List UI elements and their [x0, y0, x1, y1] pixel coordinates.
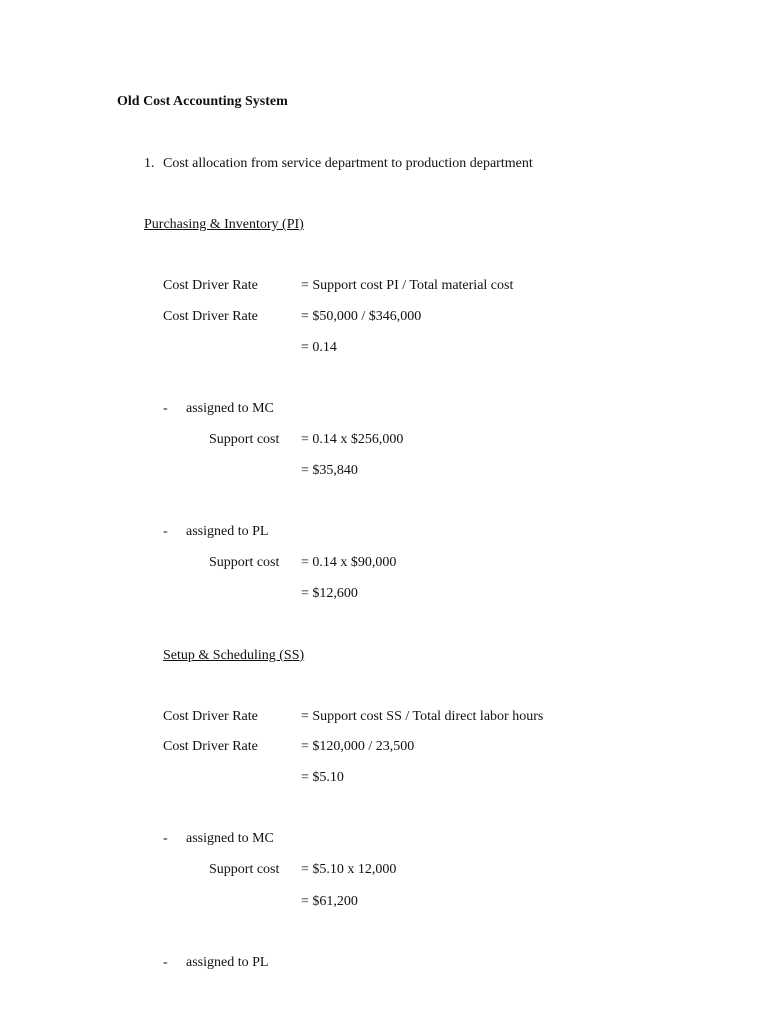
- bullet-dash: -: [163, 955, 168, 970]
- pi-pl-support-result: = $12,600: [301, 586, 358, 601]
- bullet-dash: -: [163, 524, 168, 539]
- ss-rate-calculation: = $120,000 / 23,500: [301, 739, 415, 754]
- pi-pl-support-calculation: = 0.14 x $90,000: [301, 555, 397, 570]
- pi-pl-support-label: Support cost: [209, 555, 280, 570]
- pi-mc-assignment-label: assigned to MC: [186, 401, 274, 416]
- pi-rate-result: = 0.14: [301, 340, 337, 355]
- bullet-dash: -: [163, 401, 168, 416]
- bullet-dash: -: [163, 831, 168, 846]
- ss-rate-label: Cost Driver Rate: [163, 739, 258, 754]
- ss-section-heading: Setup & Scheduling (SS): [163, 648, 305, 663]
- list-item-text: Cost allocation from service department to production department: [163, 156, 533, 171]
- pi-mc-support-result: = $35,840: [301, 463, 358, 478]
- pi-mc-support-label: Support cost: [209, 432, 280, 447]
- pi-pl-assignment-label: assigned to PL: [186, 524, 269, 539]
- ss-mc-assignment-label: assigned to MC: [186, 831, 274, 846]
- ss-mc-support-label: Support cost: [209, 862, 280, 877]
- pi-section-heading: Purchasing & Inventory (PI): [144, 217, 304, 232]
- ss-rate-result: = $5.10: [301, 770, 344, 785]
- pi-rate-formula: = Support cost PI / Total material cost: [301, 278, 514, 293]
- ss-rate-label: Cost Driver Rate: [163, 709, 258, 724]
- pi-mc-support-calculation: = 0.14 x $256,000: [301, 432, 404, 447]
- pi-rate-calculation: = $50,000 / $346,000: [301, 309, 422, 324]
- document-title: Old Cost Accounting System: [117, 94, 288, 109]
- ss-mc-support-result: = $61,200: [301, 894, 358, 909]
- pi-rate-label: Cost Driver Rate: [163, 309, 258, 324]
- ss-rate-formula: = Support cost SS / Total direct labor hours: [301, 709, 544, 724]
- ss-pl-assignment-label: assigned to PL: [186, 955, 269, 970]
- pi-rate-label: Cost Driver Rate: [163, 278, 258, 293]
- list-item-number: 1.: [144, 156, 155, 171]
- ss-mc-support-calculation: = $5.10 x 12,000: [301, 862, 397, 877]
